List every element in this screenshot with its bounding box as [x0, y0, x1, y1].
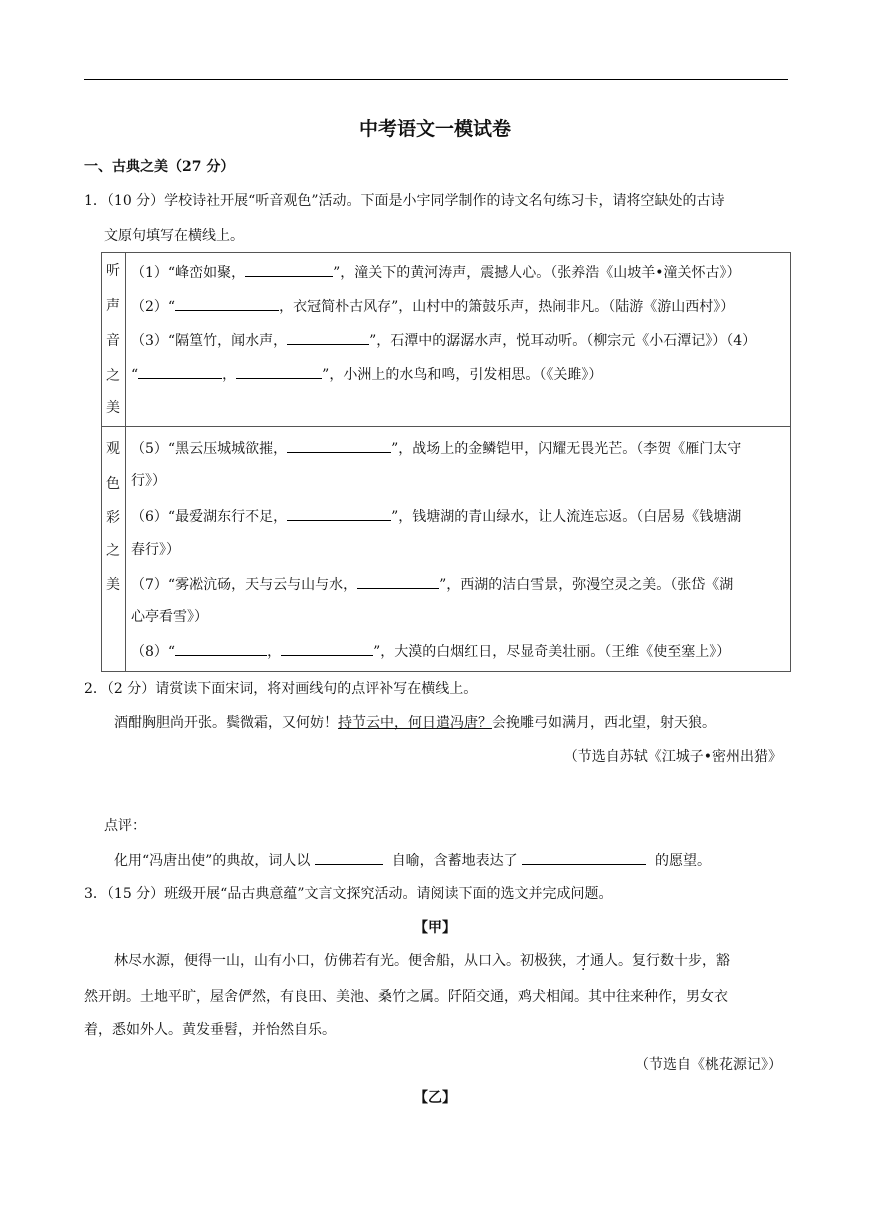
- underlined-line: 持节云中，何日遣冯唐？: [338, 715, 492, 731]
- passage-jia-source: （节选自《桃花源记》）: [635, 1057, 782, 1073]
- item-5: （5）“黑云压城城欲摧， ”，战场上的金鳞铠甲，闪耀无畏光芒。（李贺《雁门太守: [131, 438, 741, 459]
- item-6-cont: 春行》）: [131, 542, 180, 558]
- item-2: （2）“ ，衣冠简朴古风存”，山村中的箫鼓乐声，热闹非凡。（陆游《游山西村》）: [131, 296, 734, 317]
- answer-blank-4a[interactable]: [138, 364, 222, 379]
- answer-blank-2[interactable]: [175, 296, 279, 311]
- answer-blank-8a[interactable]: [175, 641, 267, 656]
- item-1: （1）“峰峦如聚， ”，潼关下的黄河涛声，震撼人心。（张养浩《山坡羊•潼关怀古》）: [131, 262, 741, 283]
- answer-blank-5[interactable]: [287, 438, 391, 453]
- dotted-char: 才: [576, 953, 590, 969]
- color-label-char: 之: [106, 543, 120, 559]
- answer-blank-q2a[interactable]: [315, 850, 383, 865]
- sound-label-char: 听: [106, 263, 120, 279]
- item-3: （3）“隔篁竹，闻水声， ”，石潭中的潺潺水声，悦耳动听。（柳宗元《小石潭记》）（4）: [131, 330, 756, 351]
- item-6: （6）“最爱湖东行不足， ”，钱塘湖的青山绿水，让人流连忘返。（白居易《钱塘湖: [131, 506, 741, 527]
- item-4: “ ， ”，小洲上的水鸟和鸣，引发相思。（《关雎》）: [131, 364, 602, 385]
- answer-blank-7[interactable]: [357, 574, 439, 589]
- answer-blank-4b[interactable]: [236, 364, 322, 379]
- answer-blank-1[interactable]: [245, 262, 333, 277]
- q2-comment-label: 点评：: [104, 818, 146, 834]
- answer-blank-q2b[interactable]: [522, 850, 646, 865]
- q2-comment: 化用“冯唐出使”的典故，词人以 自喻，含蓄地表达了 的愿望。: [114, 850, 711, 871]
- q1-prompt-line1: 1．（10 分）学校诗社开展“听音观色”活动。下面是小宇同学制作的诗文名句练习卡，请将空缺处的古诗: [84, 193, 725, 209]
- answer-blank-3[interactable]: [287, 330, 369, 345]
- color-section-box: [101, 425, 791, 672]
- passage-jia-label: 【甲】: [414, 920, 456, 936]
- item-5-cont: 行》）: [131, 473, 166, 489]
- sound-label-char: 之: [106, 368, 120, 384]
- color-label-char: 观: [106, 441, 120, 457]
- passage-yi-label: 【乙】: [414, 1090, 456, 1106]
- color-label-char: 色: [106, 476, 120, 492]
- q3-prompt: 3．（15 分）班级开展“品古典意蕴”文言文探究活动。请阅读下面的选文并完成问题。: [84, 886, 613, 902]
- sound-label-char: 声: [106, 298, 120, 314]
- item-7-cont: 心亭看雪》）: [131, 609, 208, 625]
- q2-prompt: 2．（2 分）请赏读下面宋词，将对画线句的点评补写在横线上。: [84, 681, 478, 697]
- sound-label-char: 美: [106, 400, 120, 416]
- header-rule: [84, 79, 788, 80]
- page-title: 中考语文一模试卷: [358, 118, 511, 140]
- q2-source: （节选自苏轼《江城子•密州出猎》: [563, 749, 782, 765]
- section-heading: 一、古典之美（27 分）: [84, 159, 235, 175]
- passage-jia-line3: 着，悉如外人。黄发垂髫，并怡然自乐。: [84, 1022, 336, 1038]
- q2-poem: 酒酣胸胆尚开张。鬓微霜，又何妨！持节云中，何日遣冯唐？会挽雕弓如满月，西北望，射天狼。: [114, 715, 716, 731]
- color-label-char: 美: [106, 577, 120, 593]
- color-label-char: 彩: [106, 510, 120, 526]
- sound-label-char: 音: [106, 333, 120, 349]
- passage-jia-line1: 林尽水源，便得一山，山有小口，仿佛若有光。便舍船，从口入。初极狭，才通人。复行数十步，豁: [114, 953, 730, 969]
- sound-section-divider: [125, 252, 126, 426]
- passage-jia-line2: 然开朗。土地平旷，屋舍俨然，有良田、美池、桑竹之属。阡陌交通，鸡犬相闻。其中往来种作，男女衣: [84, 989, 728, 1005]
- answer-blank-8b[interactable]: [281, 641, 373, 656]
- item-8: （8）“ ， ”，大漠的白烟红日，尽显奇美壮丽。（王维《使至塞上》）: [131, 641, 730, 662]
- item-7: （7）“雾凇沆砀，天与云与山与水， ”，西湖的洁白雪景，弥漫空灵之美。（张岱《湖: [131, 574, 733, 595]
- answer-blank-6[interactable]: [287, 506, 391, 521]
- q1-prompt-line2: 文原句填写在横线上。: [104, 228, 244, 244]
- color-section-divider: [125, 425, 126, 671]
